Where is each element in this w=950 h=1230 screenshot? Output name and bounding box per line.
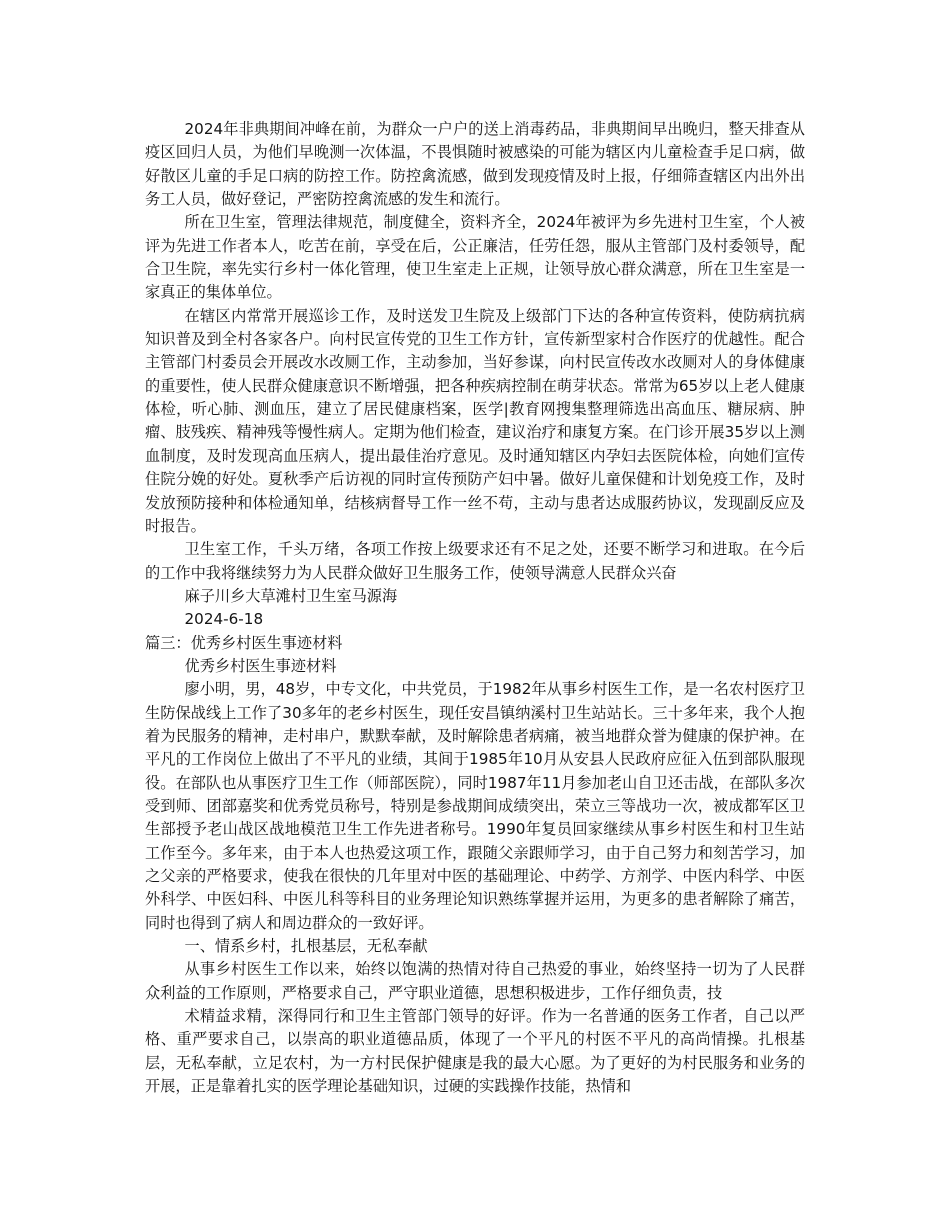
signature-date: 2024-6-18 <box>184 610 264 629</box>
paragraph-sars-prevention: 2024年非典期间冲峰在前，为群众一户户的送上消毒药品，非典期间早出晚归，整天排查从疫区回归人员，为他们早晚测一次体温，不畏惧随时被感染的可能为辖区内儿童检查手足口病，做好散区儿童的手足口病的防控工作。防控禽流感，做到发现疫情及时上报，仔细筛查辖区内出外出务工人员，做好登记，严密防控禽流感的发生和流行。 <box>145 120 805 209</box>
paragraph-biography: 廖小明，男，48岁，中专文化，中共党员，于1982年从事乡村医生工作，是一名农村医疗卫生防保战线上工作了30多年的老乡村医生，现任安昌镇纳溪村卫生站站长。三十多年来，我个人抱着为民服务的精神，走村串户，默默奉献，及时解除患者病痛，被当地群众誉为健康的保护神。在平凡的工作岗位上做出了不平凡的业绩，其间于1985年10月从安县人民政府应征入伍到部队服现役。在部队也从事医疗卫生工作（师部医院），同时1987年11月参加老山自卫还击战，在部队多次受到师、团部嘉奖和优秀党员称号，特别是参战期间成绩突出，荣立三等战功一次，被成都军区卫生部授予老山战区战地模范卫生工作先进者称号。1990年复员回家继续从事乡村医生和村卫生站工作至今。多年来，由于本人也热爱这项工作，跟随父亲跟师学习，由于自己努力和刻苦学习，加之父亲的严格要求，使我在很快的几年里对中医的基础理论、中药学、方剂学、中医内科学、中医外科学、中医妇科、中医儿科等科目的业务理论知识熟练掌握并运用，为更多的患者解除了痛苦，同时也得到了病人和周边群众的一致好评。 <box>145 680 805 932</box>
subsection-heading: 一、情系乡村，扎根基层，无私奉献 <box>184 937 428 956</box>
paragraph-health-outreach: 在辖区内常常开展巡诊工作，及时送发卫生院及上级部门下达的各种宣传资料，使防病抗病知识普及到全村各家各户。向村民宣传党的卫生工作方针，宣传新型家村合作医疗的优越性。配合主管部门村委员会开展改水改厕工作，主动参加，当好参谋，向村民宣传改水改厕对人的身体健康的重要性，使人民群众健康意识不断增强，把各种疾病控制在萌芽状态。常常为65岁以上老人健康体检，听心肺、测血压，建立了居民健康档案，医学|教育网搜集整理筛选出高血压、糖尿病、肿瘤、肢残疾、精神残等慢性病人。定期为他们检查，建议治疗和康复方案。在门诊开展35岁以上测血制度，及时发现高血压病人，提出最佳治疗意见。及时通知辖区内孕妇去医院体检，向她们宣传住院分娩的好处。夏秋季产后访视的同时宣传预防产妇中暑。做好儿童保健和计划免疫工作，及时发放预防接种和体检通知单，结核病督导工作一丝不苟，主动与患者达成服药协议，发现副反应及时报告。 <box>145 306 805 535</box>
paragraph-dedication: 从事乡村医生工作以来，始终以饱满的热情对待自己热爱的事业，始终坚持一切为了人民群众利益的工作原则，严格要求自己，严守职业道德，思想积极进步，工作仔细负责，技 <box>145 960 805 1002</box>
document-body <box>145 118 805 1098</box>
signature-line: 麻子川乡大草滩村卫生室马源海 <box>184 586 398 605</box>
paragraph-clinic-management: 所在卫生室，管理法律规范，制度健全，资料齐全，2024年被评为乡先进村卫生室，个人被评为先进工作者本人，吃苦在前，享受在后，公正廉洁，任劳任怨，服从主管部门及村委领导，配合卫生院，率先实行乡村一体化管理，使卫生室走上正规，让领导放心群众满意，所在卫生室是一家真正的集体单位。 <box>145 213 805 302</box>
section-heading: 篇三：优秀乡村医生事迹材料 <box>145 633 343 652</box>
paragraph-conclusion: 卫生室工作，千头万绪，各项工作按上级要求还有不足之处，还要不断学习和进取。在今后的工作中我将继续努力为人民群众做好卫生服务工作，使领导满意人民群众兴奋 <box>145 540 805 582</box>
article-title: 优秀乡村医生事迹材料 <box>184 656 337 675</box>
paragraph-dedication-continued: 术精益求精，深得同行和卫生主管部门领导的好评。作为一名普通的医务工作者，自己以严格、重严要求自己，以崇高的职业道德品质，体现了一个平凡的村医不平凡的高尚情操。扎根基层，无私奉献，立足农村，为一方村民保护健康是我的最大心愿。为了更好的为村民服务和业务的开展，正是靠着扎实的医学理论基础知识，过硬的实践操作技能，热情和 <box>145 1007 805 1096</box>
